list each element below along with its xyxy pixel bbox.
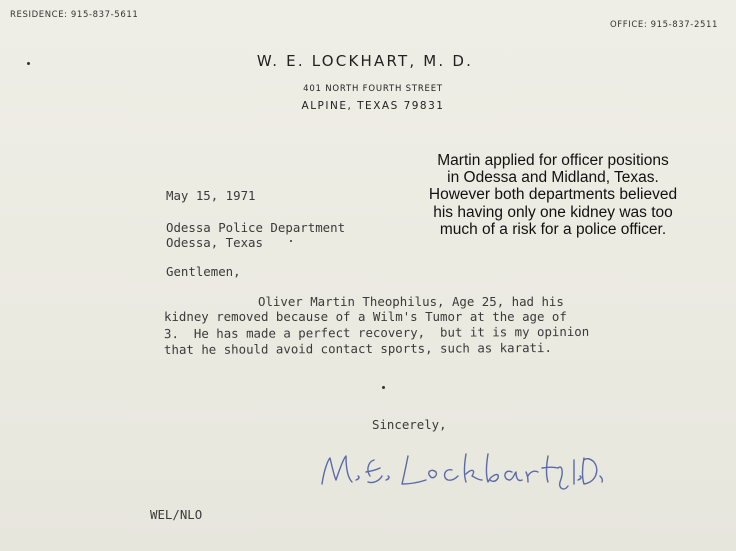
salutation: Gentlemen, <box>166 264 241 279</box>
paper-speck <box>382 386 385 389</box>
paper-speck <box>290 240 292 242</box>
body-line: 3. He has made a perfect recovery, but it is my opinion <box>163 323 590 342</box>
typist-initials: WEL/NLO <box>150 507 203 522</box>
letter-date: May 15, 1971 <box>166 188 256 203</box>
body-line: kidney removed because of a Wilm's Tumor at the age of <box>164 309 567 324</box>
signature-scribble <box>316 446 606 494</box>
body-line: Oliver Martin Theophilus, Age 25, had his <box>258 294 564 309</box>
annotation-line: much of a risk for a police officer. <box>439 220 667 238</box>
annotation-line: in Odessa and Midland, Texas. <box>447 169 659 187</box>
office-phone: OFFICE: 915-837-2511 <box>609 20 718 30</box>
handwritten-signature <box>316 446 606 494</box>
recipient-line: Odessa Police Department <box>166 220 346 235</box>
paper-speck <box>27 62 30 65</box>
body-line: that he should avoid contact sports, such as karati. <box>163 339 552 358</box>
annotation-line: However both departments believed <box>428 186 678 204</box>
recipient-line: Odessa, Texas <box>166 235 263 250</box>
annotation-line: his having only one kidney was too <box>433 203 673 221</box>
annotation-line: Martin applied for officer positions <box>437 152 669 169</box>
closing: Sincerely, <box>372 417 447 432</box>
letterhead-city: ALPINE, TEXAS 79831 <box>301 100 445 112</box>
letterhead-name: W. E. LOCKHART, M. D. <box>256 52 474 70</box>
annotation-caption <box>380 152 726 238</box>
residence-phone: RESIDENCE: 915-837-5611 <box>10 10 139 20</box>
letterhead-street: 401 NORTH FOURTH STREET <box>303 84 443 94</box>
